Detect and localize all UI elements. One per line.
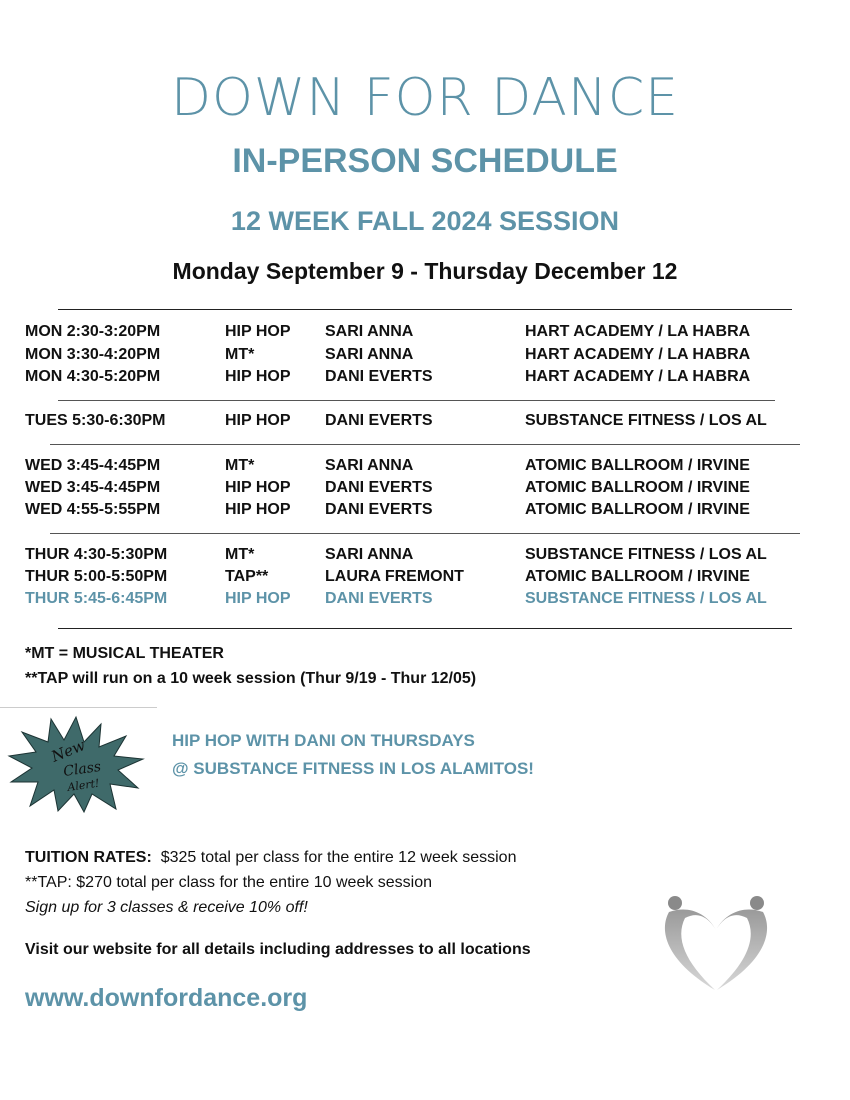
row-style: MT* (225, 457, 255, 474)
row-time: THUR 5:45-6:45PM (25, 590, 168, 607)
row-time: MON 4:30-5:20PM (25, 368, 161, 385)
promo-line-2: @ SUBSTANCE FITNESS IN LOS ALAMITOS! (172, 759, 534, 778)
tuition-label: TUITION RATES: (25, 849, 152, 866)
brand-title: DOWN FOR DANCE (170, 68, 680, 128)
row-time: WED 3:45-4:45PM (25, 479, 161, 496)
row-teacher: DANI EVERTS (325, 501, 433, 518)
divider-mon (58, 400, 775, 401)
row-teacher: SARI ANNA (325, 457, 414, 474)
divider-wed (50, 533, 800, 534)
divider-bottom (58, 628, 792, 629)
table-row (0, 346, 850, 368)
row-time: MON 3:30-4:20PM (25, 346, 161, 363)
badge-word-alert: Alert! (66, 776, 101, 794)
row-style: HIP HOP (225, 501, 291, 518)
row-time: THUR 4:30-5:30PM (25, 546, 168, 563)
row-style: HIP HOP (225, 412, 291, 429)
divider-tues (50, 444, 800, 445)
table-row (0, 479, 850, 501)
row-time: TUES 5:30-6:30PM (25, 412, 166, 429)
row-style: HIP HOP (225, 368, 291, 385)
tap-footnote: **TAP will run on a 10 week session (Thur 9/19 - Thur 12/05) (25, 670, 477, 687)
tuition-rates (25, 849, 516, 867)
badge-word-new: New (48, 735, 88, 766)
table-row (0, 323, 850, 345)
row-teacher: SARI ANNA (325, 323, 414, 340)
row-teacher: SARI ANNA (325, 546, 414, 563)
table-row (0, 368, 850, 390)
row-location: SUBSTANCE FITNESS / LOS AL (525, 590, 767, 607)
table-row (0, 568, 850, 590)
row-style: TAP** (225, 568, 269, 585)
tuition-rate: $325 total per class for the entire 12 week session (160, 849, 517, 866)
row-time: MON 2:30-3:20PM (25, 323, 161, 340)
table-row (0, 412, 850, 434)
row-location: ATOMIC BALLROOM / IRVINE (525, 568, 750, 585)
row-style: MT* (225, 346, 255, 363)
table-row (0, 457, 850, 479)
alert-divider (0, 707, 157, 708)
session-title: 12 WEEK FALL 2024 SESSION (230, 206, 620, 236)
row-teacher: DANI EVERTS (325, 368, 433, 385)
session-dates: Monday September 9 - Thursday December 12 (172, 258, 678, 284)
row-location: HART ACADEMY / LA HABRA (525, 346, 751, 363)
row-style: HIP HOP (225, 590, 291, 607)
table-row (0, 546, 850, 568)
row-location: HART ACADEMY / LA HABRA (525, 368, 751, 385)
row-style: MT* (225, 546, 255, 563)
row-location: HART ACADEMY / LA HABRA (525, 323, 751, 340)
tap-rate: **TAP: $270 total per class for the entire 10 week session (25, 874, 433, 891)
row-location: ATOMIC BALLROOM / IRVINE (525, 501, 750, 518)
row-location: SUBSTANCE FITNESS / LOS AL (525, 546, 767, 563)
mt-footnote: *MT = MUSICAL THEATER (25, 645, 224, 662)
row-location: ATOMIC BALLROOM / IRVINE (525, 479, 750, 496)
row-teacher: DANI EVERTS (325, 590, 433, 607)
discount-note: Sign up for 3 classes & receive 10% off! (25, 899, 308, 916)
row-location: SUBSTANCE FITNESS / LOS AL (525, 412, 767, 429)
table-row-new-class (0, 590, 850, 612)
row-teacher: DANI EVERTS (325, 479, 433, 496)
row-time: THUR 5:00-5:50PM (25, 568, 168, 585)
divider-top (58, 309, 792, 310)
row-time: WED 4:55-5:55PM (25, 501, 161, 518)
promo-line-1: HIP HOP WITH DANI ON THURSDAYS (172, 731, 475, 750)
row-style: HIP HOP (225, 479, 291, 496)
badge-word-class: Class (62, 758, 103, 780)
visit-note: Visit our website for all details including addresses to all locations (25, 941, 531, 958)
row-location: ATOMIC BALLROOM / IRVINE (525, 457, 750, 474)
website-link[interactable]: www.downfordance.org (25, 984, 308, 1012)
dancers-heart-logo-icon (655, 890, 785, 1000)
row-teacher: SARI ANNA (325, 346, 414, 363)
row-teacher: DANI EVERTS (325, 412, 433, 429)
row-teacher: LAURA FREMONT (325, 568, 464, 585)
row-style: HIP HOP (225, 323, 291, 340)
table-row (0, 501, 850, 523)
schedule-title: IN-PERSON SCHEDULE (232, 142, 618, 180)
row-time: WED 3:45-4:45PM (25, 457, 161, 474)
new-class-starburst-icon (6, 714, 146, 814)
